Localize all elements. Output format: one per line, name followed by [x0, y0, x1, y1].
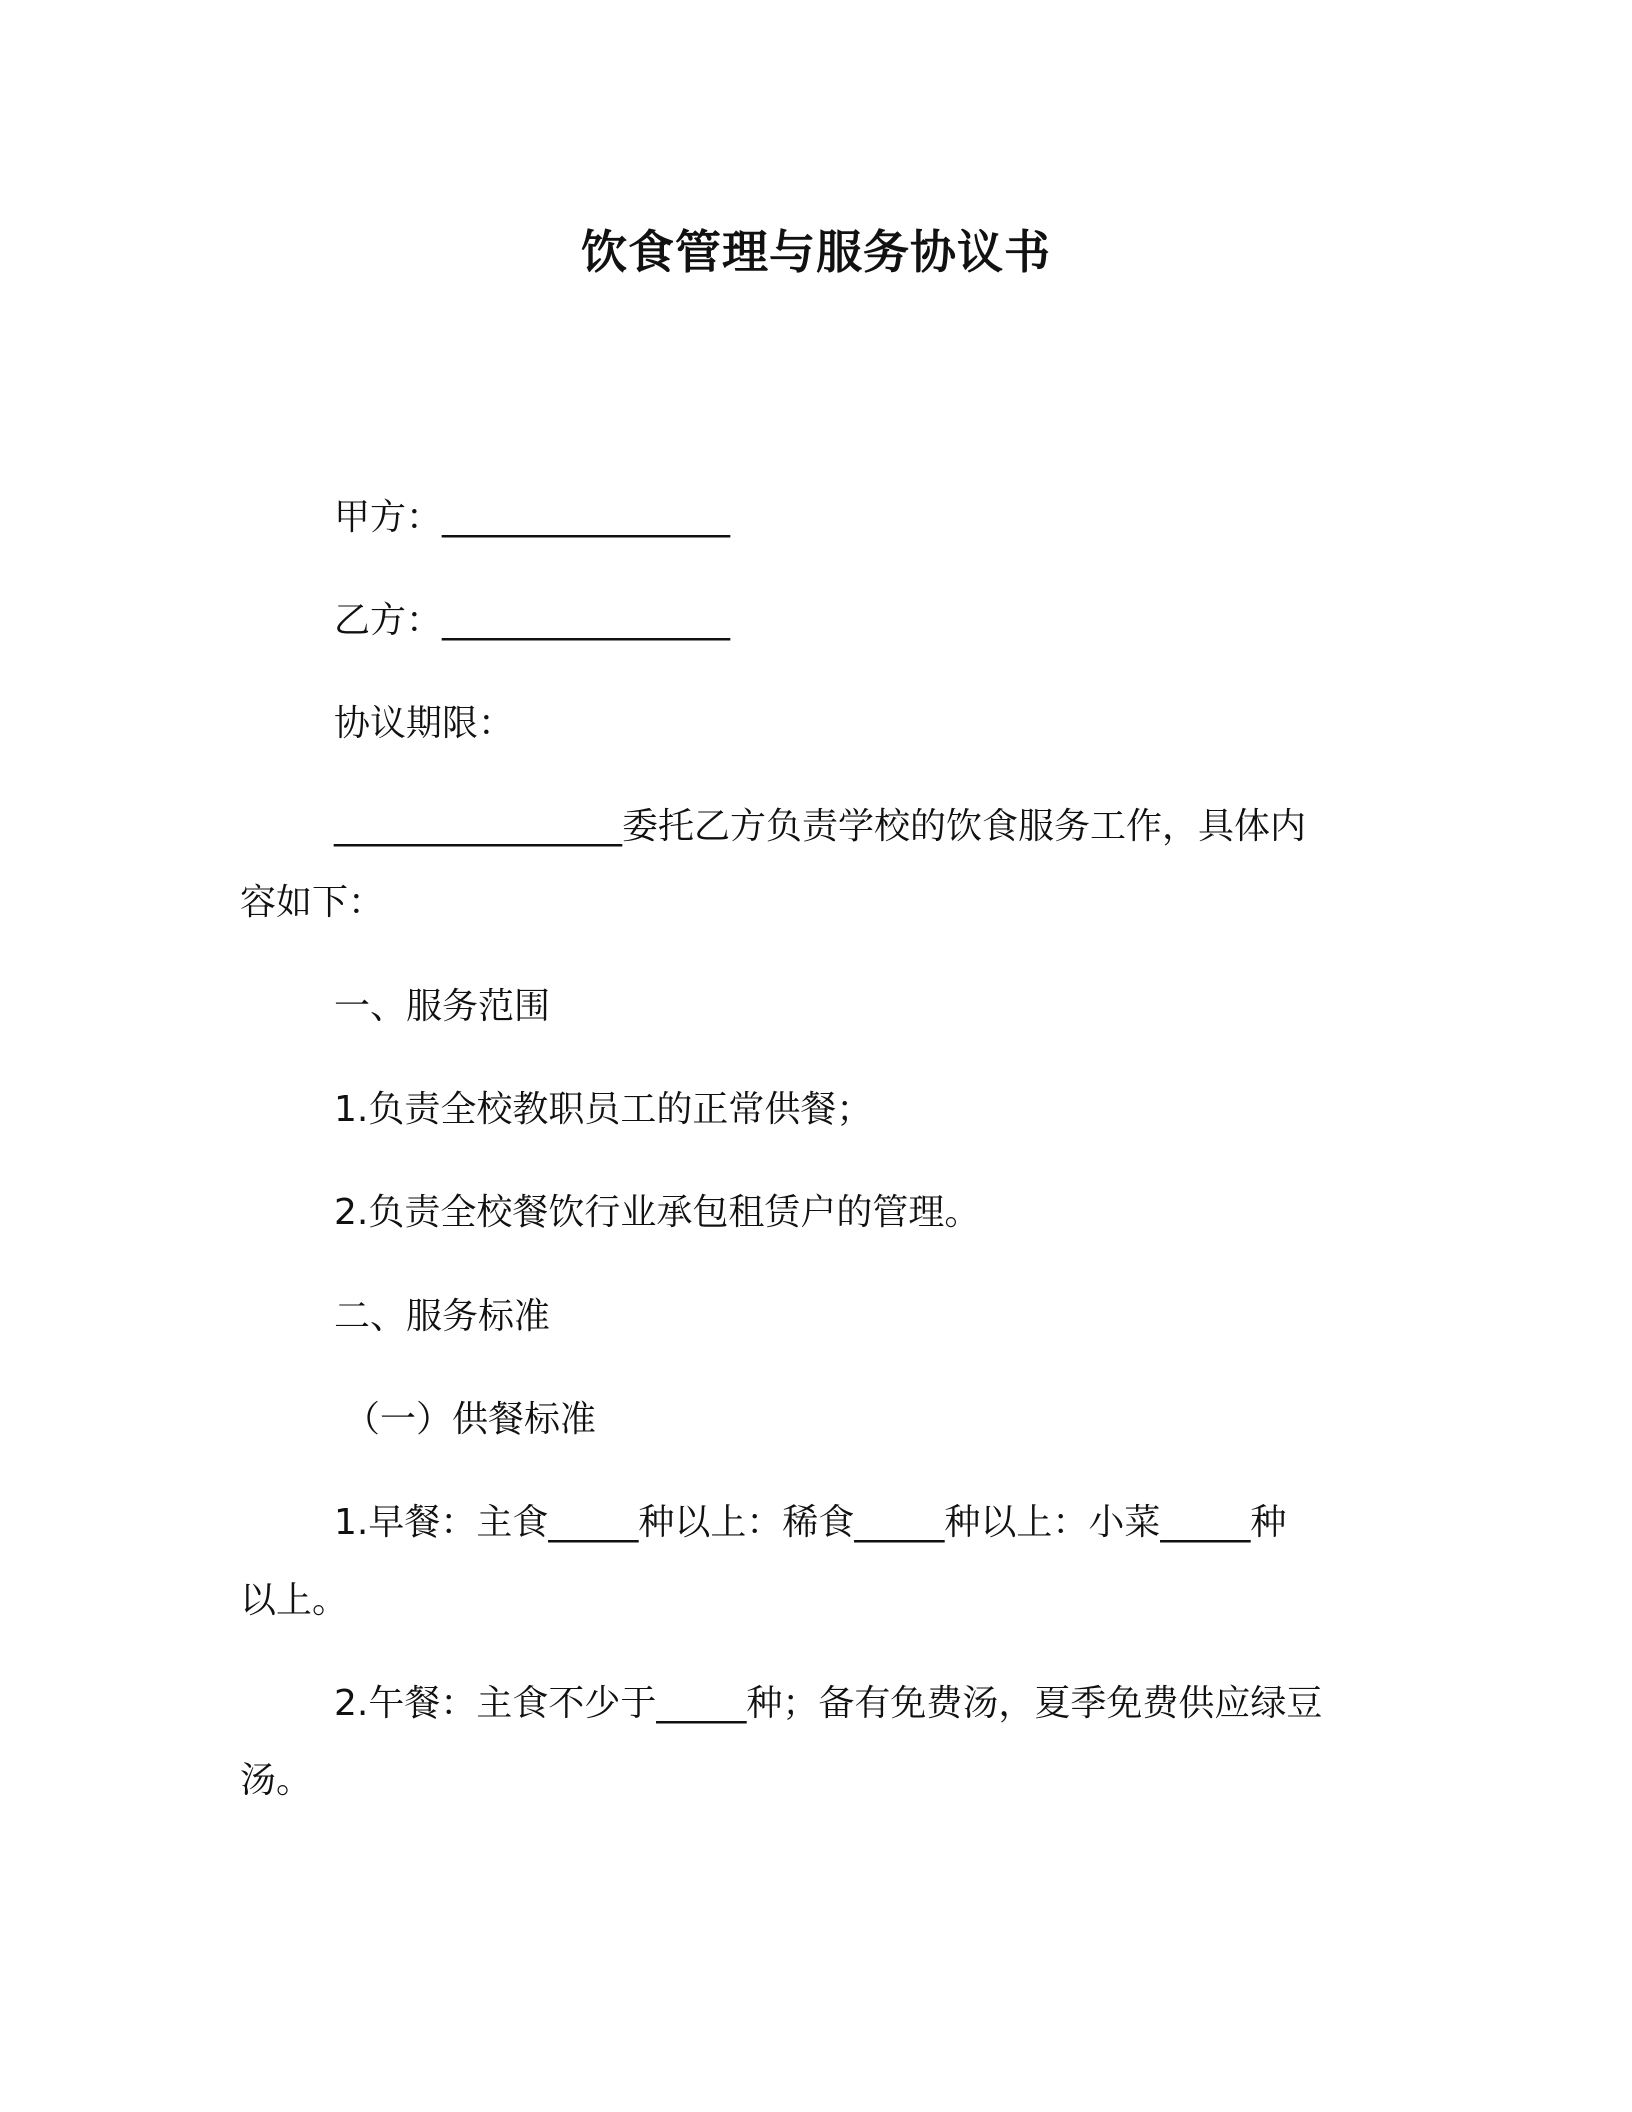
- section-1-item-2: 2.负责全校餐饮行业承包租赁户的管理。: [334, 1192, 981, 1233]
- intro-paragraph-line-1: ________________委托乙方负责学校的饮食服务工作，具体内: [334, 806, 1307, 847]
- agreement-term-line: 协议期限：: [334, 703, 515, 744]
- section-2-heading: 二、服务标准: [334, 1296, 551, 1337]
- section-2-subheading-1: （一）供餐标准: [344, 1399, 597, 1440]
- breakfast-standard-line-2: 以上。: [240, 1580, 349, 1621]
- intro-paragraph-line-2: 容如下：: [240, 882, 385, 923]
- party-a-line: 甲方：________________: [334, 497, 731, 538]
- document-title: 饮食管理与服务协议书: [581, 225, 1051, 279]
- breakfast-standard-line-1: 1.早餐：主食_____种以上：稀食_____种以上：小菜_____种: [334, 1502, 1287, 1543]
- lunch-standard-line-1: 2.午餐：主食不少于_____种；备有免费汤，夏季免费供应绿豆: [334, 1683, 1323, 1724]
- lunch-standard-line-2: 汤。: [240, 1760, 313, 1801]
- party-b-line: 乙方：________________: [334, 600, 731, 641]
- section-1-heading: 一、服务范围: [334, 986, 551, 1027]
- section-1-item-1: 1.负责全校教职员工的正常供餐；: [334, 1089, 873, 1130]
